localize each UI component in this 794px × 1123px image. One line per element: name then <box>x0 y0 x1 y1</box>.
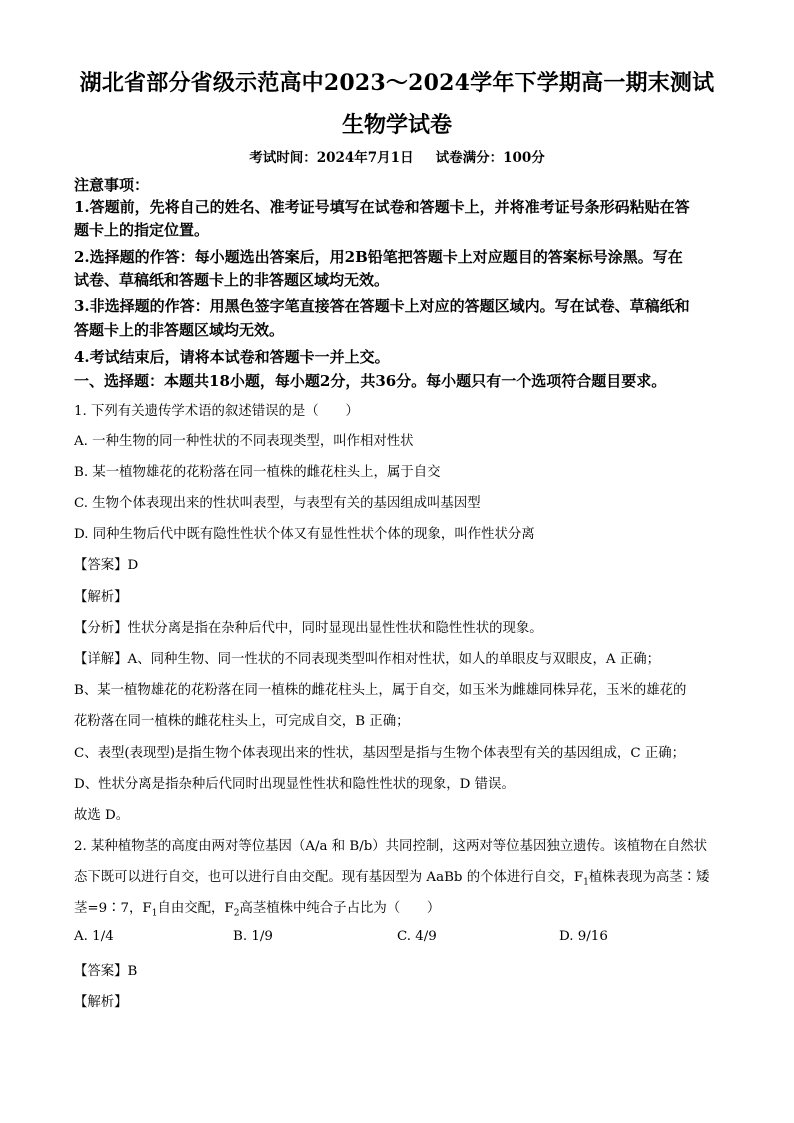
notes-line: 1.答题前，先将自己的姓名、准考证号填写在试卷和答题卡上，并将准考证号条形码粘贴在答 <box>74 198 690 216</box>
exam-meta <box>0 146 794 166</box>
option-a: A. 一种生物的同一种性状的不同表现类型，叫作相对性状 <box>74 434 414 449</box>
full-score: 试卷满分：100分 <box>435 150 545 166</box>
analysis-detail: D、性状分离是指杂种后代同时出现显性性状和隐性性状的现象，D 错误。 <box>74 777 515 792</box>
section-heading: 一、选择题：本题共18小题，每小题2分，共36分。每小题只有一个选项符合题目要求。 <box>74 372 667 390</box>
option-d: D. 同种生物后代中既有隐性性状个体又有显性性状个体的现象，叫作性状分离 <box>74 527 535 542</box>
notes-heading: 注意事项： <box>74 176 150 194</box>
analysis-label: 【解析】 <box>74 995 128 1010</box>
analysis-detail: 【详解】A、同种生物、同一性状的不同表现类型叫作相对性状，如人的单眼皮与双眼皮，A 正确； <box>74 652 661 667</box>
exam-subtitle: 生物学试卷 <box>341 112 452 138</box>
answer: 【答案】D <box>74 558 139 573</box>
option-b: B. 某一植物雄花的花粉落在同一植株的雌花柱头上，属于自交 <box>74 465 441 480</box>
notes-line: 2.选择题的作答：每小题选出答案后，用2B铅笔把答题卡上对应题目的答案标号涂黑。写在 <box>74 248 683 266</box>
exam-time: 考试时间：2024年7月1日 <box>249 150 414 166</box>
notes-line: 试卷、草稿纸和答题卡上的非答题区域均无效。 <box>74 271 390 289</box>
option-c: C. 生物个体表现出来的性状叫表型，与表型有关的基因组成叫基因型 <box>74 496 481 511</box>
question-stem: 1. 下列有关遗传学术语的叙述错误的是（ ） <box>74 404 359 419</box>
analysis-label: 【解析】 <box>74 590 128 605</box>
analysis-detail: B、某一植物雄花的花粉落在同一植株的雌花柱头上，属于自交，如玉米为雌雄同株异花，玉米的雄花的 <box>74 683 687 698</box>
notes-line: 4.考试结束后，请将本试卷和答题卡一并上交。 <box>74 348 390 366</box>
analysis-detail: 故选 D。 <box>74 808 130 823</box>
option-c: C. 4/9 <box>397 929 437 944</box>
notes-line: 题卡上的指定位置。 <box>74 221 210 239</box>
option-a: A. 1/4 <box>74 929 114 944</box>
analysis-detail: C、表型(表现型)是指生物个体表现出来的性状，基因型是指与生物个体表型有关的基因组成，C 正确； <box>74 746 685 761</box>
exam-title: 湖北省部分省级示范高中2023～2024学年下学期高一期末测试 <box>79 70 715 96</box>
analysis-fenxi: 【分析】性状分离是指在杂种后代中，同时显现出显性性状和隐性性状的现象。 <box>74 621 543 636</box>
notes-line: 答题卡上的非答题区域均无效。 <box>74 321 285 339</box>
option-b: B. 1/9 <box>233 929 273 944</box>
analysis-detail: 花粉落在同一植株的雌花柱头上，可完成自交，B 正确； <box>74 714 410 729</box>
answer: 【答案】B <box>74 964 138 979</box>
option-d: D. 9/16 <box>559 929 608 944</box>
question-stem: 茎=9∶7，$F_1$自由交配，$F_2$高茎植株中纯合子占比为（ ） <box>74 901 441 919</box>
question-stem: 态下既可以进行自交，也可以进行自由交配。现有基因型为 AaBb 的个体进行自交，$F_1$植株表现为高茎∶矮 <box>74 870 710 888</box>
notes-line: 3.非选择题的作答：用黑色签字笔直接答在答题卡上对应的答题区域内。写在试卷、草稿纸和 <box>74 297 690 315</box>
question-stem: 2. 某种植物茎的高度由两对等位基因（A/a 和 B/b）共同控制，这两对等位基因独立遗传。该植物在自然状 <box>74 839 708 854</box>
